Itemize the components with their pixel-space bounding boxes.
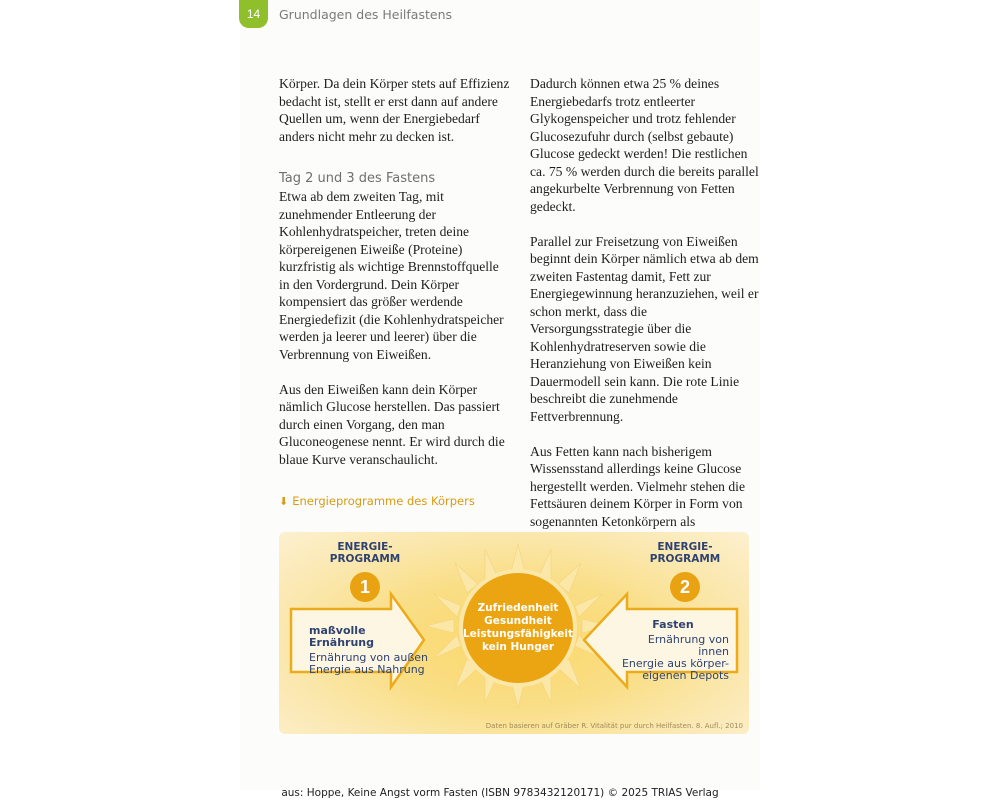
program-2-number-badge: 2 [670,572,700,602]
figure-source-note: Daten basieren auf Gräber R. Vitalität pur durch Heilfasten. 8. Aufl.; 2010 [485,722,743,730]
page-number: 14 [246,7,261,21]
program-2-text: Fasten Ernährung von innen Energie aus körper- eigenen Depots [617,619,729,682]
running-title: Grundlagen des Heilfastens [279,7,453,22]
sun-text: Zufriedenheit Gesundheit Leistungsfähigkeit kein Hunger [462,602,574,653]
paragraph: Etwa ab dem zweiten Tag, mit zunehmender Entleerung der Kohlenhydratspeicher, treten deine körpereigenen Eiweiße (Proteine) kurzfristig als wichtige Brennstoffquelle in den Vordergrund. Dein Körper kompensiert das größer werdende Energiedefizit (die Kohlenhydratspeicher werden ja leerer und leerer) über die Verbrennung von Eiweißen. [279,189,504,362]
section-subheading: Tag 2 und 3 des Fastens [279,171,436,186]
paragraph: Parallel zur Freisetzung von Eiweißen beginnt dein Körper nämlich etwa ab dem zweiten Fastentag damit, Fett zur Energiegewinnung heranzuziehen, weil er schon merkt, dass die Versorgungsstrategie über die Kohlenhydratreserven sowie die Heranziehung von Eiweißen kein Dauermodell sein kann. Die rote Linie beschreibt die zunehmende Fettverbrennung. [530,233,759,424]
paragraph: Dadurch können etwa 25 % deines Energiebedarfs trotz entleerter Glykogenspeicher und trotz fehlender Glucosezufuhr durch (selbst gebaute) Glucose gedeckt werden! Die restlichen ca. 75 % werden durch die bereits parallel angekurbelte Verbrennung von Fetten gedeckt. [530,76,759,214]
paragraph: Aus den Eiweißen kann dein Körper nämlich Glucose herstellen. Das passiert durch einen Vorgang, den man Gluconeogenese nennt. Er wird durch die blaue Kurve veranschaulicht. [279,381,505,467]
paragraph: Körper. Da dein Körper stets auf Effizienz bedacht ist, stellt er erst dann auf andere Quellen um, wenn der Energiebedarf anders nicht mehr zu decken ist. [279,76,510,144]
program-1-number-badge: 1 [350,572,380,602]
text-column-left [279,75,511,486]
text-column-right [530,75,762,565]
program-1-text: maßvolle Ernährung Ernährung von außen Energie aus Nahrung [309,624,428,676]
page-number-badge [239,0,268,28]
program-1-title: ENERGIE- PROGRAMM [329,541,401,565]
double-chevron-down-icon: ⬇ [279,494,289,508]
program-1-heading: maßvolle Ernährung [309,624,374,649]
figure-caption-text: Energieprogramme des Körpers [292,494,475,508]
energy-programs-figure [279,532,749,734]
program-2-heading: Fasten [652,618,694,631]
paragraph: Aus Fetten kann nach bisherigem Wissensstand allerdings keine Glucose hergestellt werden. Vielmehr stehen die Fettsäuren deinem Körper in Form von sogenannten Ketonkörpern als [530,443,745,529]
footer-citation: aus: Hoppe, Keine Angst vorm Fasten (ISBN 9783432120171) © 2025 TRIAS Verlag [281,787,719,799]
figure-caption [279,494,475,508]
program-2-title: ENERGIE- PROGRAMM [649,541,721,565]
